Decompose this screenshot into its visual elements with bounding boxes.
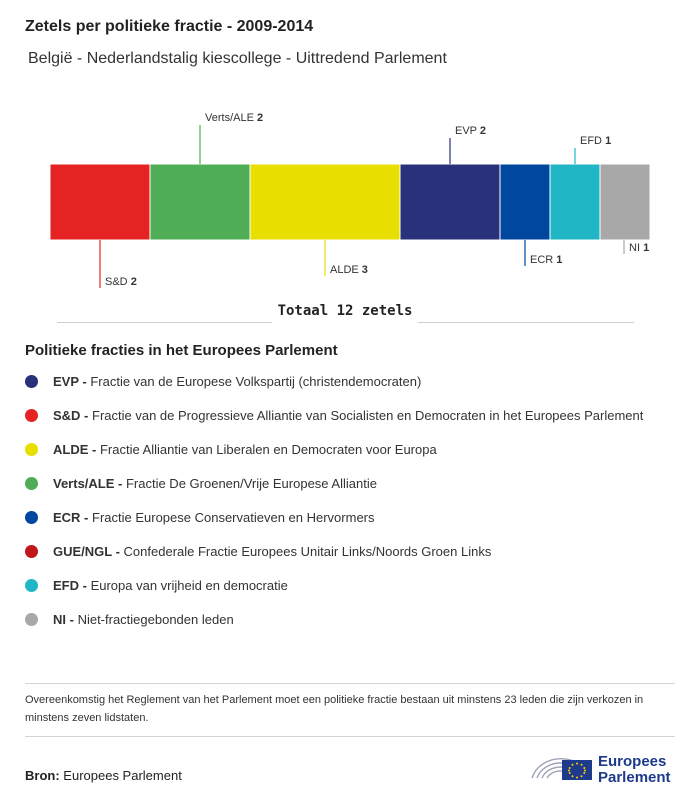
bar-segment-ni xyxy=(600,164,650,240)
legend-item xyxy=(25,508,645,527)
legend-abbr: ECR - xyxy=(53,510,92,525)
legend-abbr: NI - xyxy=(53,612,78,627)
bar-segment-efd xyxy=(550,164,600,240)
legend-abbr: ALDE - xyxy=(53,442,100,457)
footnote-divider-top xyxy=(25,683,675,684)
legend-description: Fractie van de Progressieve Alliantie van Socialisten en Democraten in het Europees Parlement xyxy=(92,408,644,423)
legend-item xyxy=(25,406,645,425)
legend-item xyxy=(25,440,645,459)
source-label: Bron: xyxy=(25,768,60,783)
legend-title: Politieke fracties in het Europees Parlement xyxy=(25,342,338,359)
segment-label-verts-ale: Verts/ALE 2 xyxy=(205,112,264,124)
legend-item xyxy=(25,474,645,493)
segment-label-evp: EVP 2 xyxy=(455,125,486,137)
legend-abbr: EVP - xyxy=(53,374,91,389)
logo-line-2: Parlement xyxy=(598,769,671,786)
segment-label-s-d: S&D 2 xyxy=(105,276,137,288)
legend-description: Confederale Fractie Europees Unitair Links/Noords Groen Links xyxy=(123,544,492,559)
legend-description: Fractie Europese Conservatieven en Hervormers xyxy=(92,510,375,525)
legend-item xyxy=(25,610,645,629)
party-legend xyxy=(25,372,645,644)
legend-abbr: EFD - xyxy=(53,578,91,593)
source-line xyxy=(25,768,182,783)
legend-dot-icon xyxy=(25,443,38,456)
legend-item xyxy=(25,372,645,391)
chart-title: Zetels per politieke fractie - 2009-2014 xyxy=(25,18,314,35)
footnote: Overeenkomstig het Reglement van het Parlement moet een politieke fractie bestaan uit minstens 23 leden die zijn verkozen in minstens zeven lidstaten. xyxy=(25,694,644,724)
legend-item xyxy=(25,542,645,561)
logo-line-1: Europees xyxy=(598,753,667,770)
legend-dot-icon xyxy=(25,511,38,524)
legend-dot-icon xyxy=(25,409,38,422)
legend-abbr: S&D - xyxy=(53,408,92,423)
parliament-emblem-icon xyxy=(528,742,594,784)
bar-segment-verts-ale xyxy=(150,164,250,240)
segment-label-alde: ALDE 3 xyxy=(330,264,368,276)
legend-dot-icon xyxy=(25,375,38,388)
legend-description: Fractie van de Europese Volkspartij (christendemocraten) xyxy=(90,374,422,389)
seats-stacked-bar-chart xyxy=(0,112,700,300)
segment-label-efd: EFD 1 xyxy=(580,135,612,147)
bar-segment-s-d xyxy=(50,164,150,240)
total-seats-label: Totaal 12 zetels xyxy=(277,303,413,319)
legend-dot-icon xyxy=(25,613,38,626)
legend-item xyxy=(25,576,645,595)
chart-subtitle: België - Nederlandstalig kiescollege - Uittredend Parlement xyxy=(28,50,447,67)
legend-description: Niet-fractiegebonden leden xyxy=(77,612,234,627)
european-parliament-logo xyxy=(528,742,688,788)
bar-segment-evp xyxy=(400,164,500,240)
source-text: Europees Parlement xyxy=(63,768,182,783)
total-divider-left xyxy=(57,322,272,323)
legend-dot-icon xyxy=(25,579,38,592)
legend-description: Fractie De Groenen/Vrije Europese Alliantie xyxy=(125,476,377,491)
legend-description: Fractie Alliantie van Liberalen en Democraten voor Europa xyxy=(99,442,437,457)
legend-abbr: GUE/NGL - xyxy=(53,544,124,559)
total-divider-right xyxy=(418,322,634,323)
bar-segment-ecr xyxy=(500,164,550,240)
legend-dot-icon xyxy=(25,477,38,490)
bar-segment-alde xyxy=(250,164,400,240)
legend-description: Europa van vrijheid en democratie xyxy=(90,578,288,593)
legend-dot-icon xyxy=(25,545,38,558)
segment-label-ecr: ECR 1 xyxy=(530,254,563,266)
footnote-divider-bottom xyxy=(25,736,675,737)
legend-abbr: Verts/ALE - xyxy=(53,476,126,491)
segment-label-ni: NI 1 xyxy=(629,242,650,254)
